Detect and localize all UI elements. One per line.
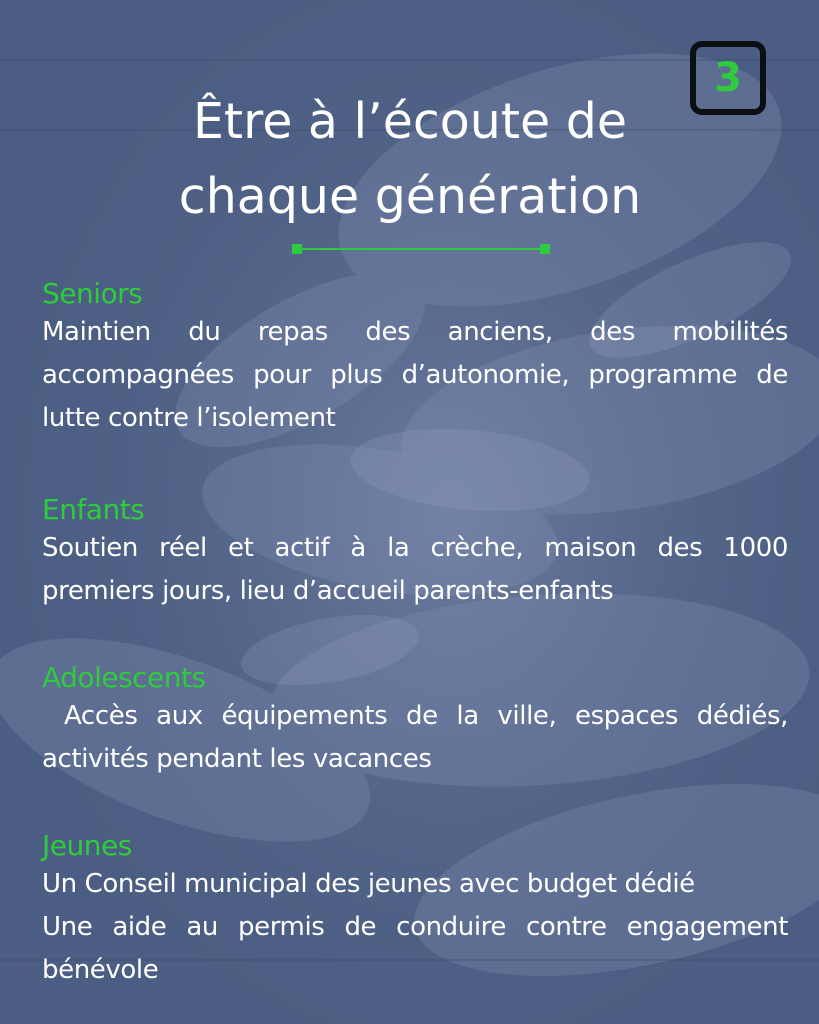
section-title-adolescents: Adolescents xyxy=(42,661,206,694)
section-enfants xyxy=(42,493,788,613)
section-jeunes xyxy=(42,829,788,992)
divider-right-cap xyxy=(540,244,550,254)
section-seniors xyxy=(42,277,788,440)
section-body-jeunes-line-1: Un Conseil municipal des jeunes avec budget dédié xyxy=(42,869,695,899)
section-title-enfants: Enfants xyxy=(42,493,145,526)
divider-line xyxy=(298,248,544,250)
section-body-adolescents: Accès aux équipements de la ville, espaces dédiés, activités pendant les vacances xyxy=(42,701,788,774)
section-title-seniors: Seniors xyxy=(42,277,143,310)
page-number: 3 xyxy=(714,55,742,101)
title-line-2: chaque génération xyxy=(178,168,642,225)
page-title xyxy=(60,84,760,234)
title-line-1: Être à l’écoute de xyxy=(192,93,628,150)
section-body-enfants: Soutien réel et actif à la crèche, maison des 1000 premiers jours, lieu d’accueil parents-enfants xyxy=(42,533,788,606)
title-divider xyxy=(292,243,550,255)
section-adolescents xyxy=(42,661,788,781)
section-title-jeunes: Jeunes xyxy=(42,829,132,862)
section-body-jeunes-line-2: Une aide au permis de conduire contre engagement bénévole xyxy=(42,912,788,985)
section-body-seniors: Maintien du repas des anciens, des mobilités accompagnées pour plus d’autonomie, programme de lutte contre l’isolement xyxy=(42,317,788,433)
